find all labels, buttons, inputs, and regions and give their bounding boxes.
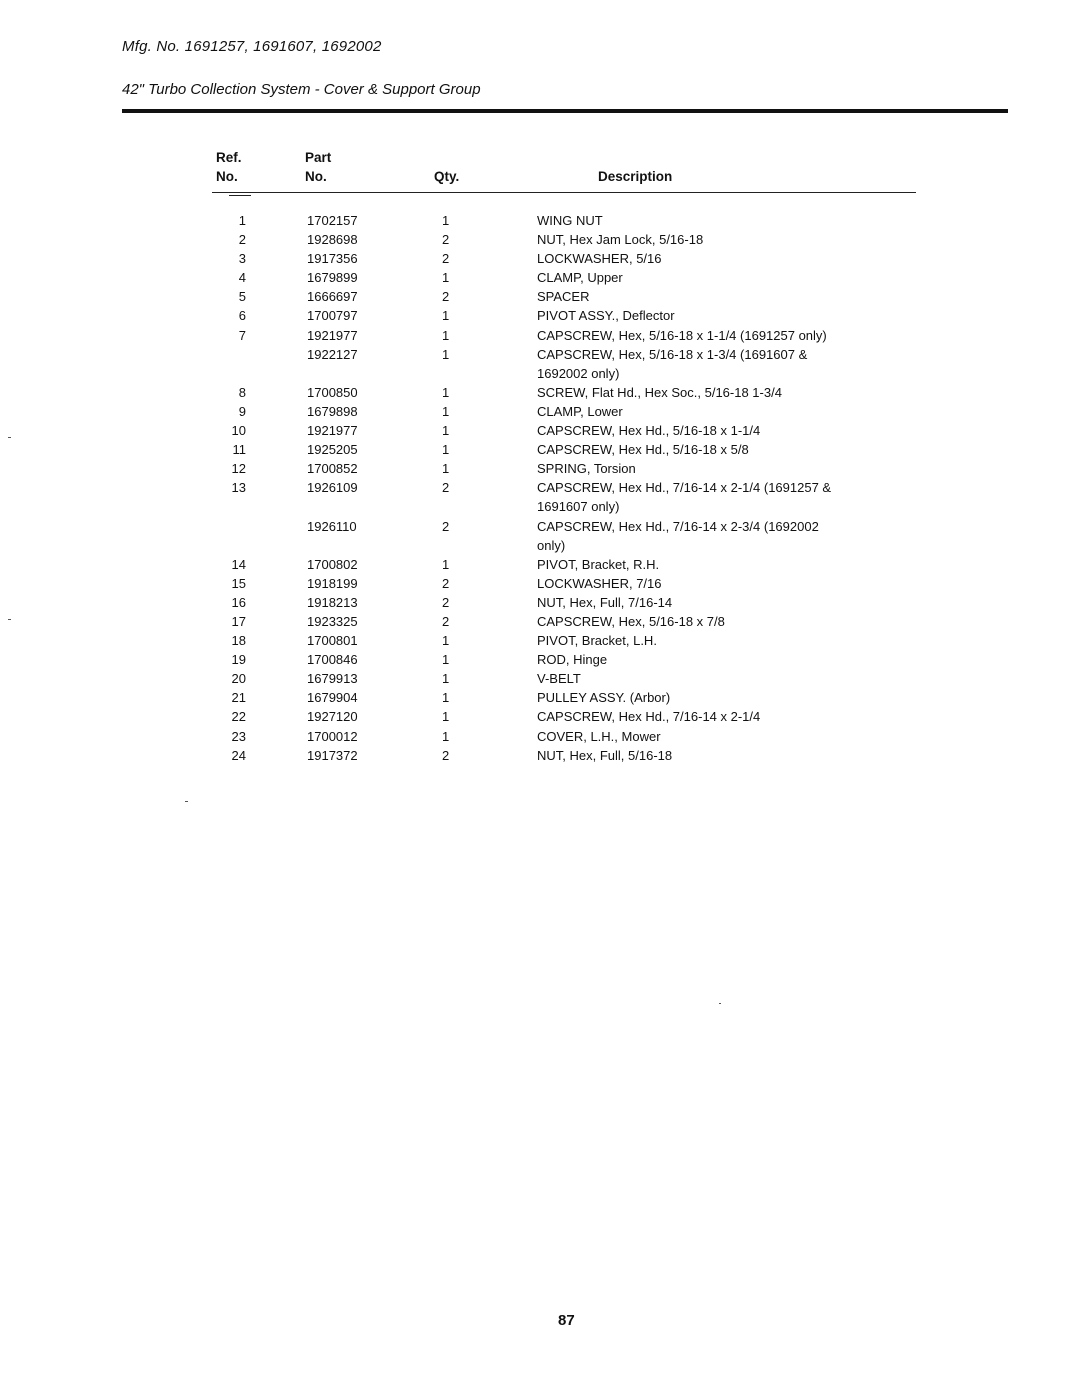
table-row [0,402,1080,421]
part-no-cell: 1927120 [307,709,358,725]
table-row [0,669,1080,688]
scan-speck [8,437,11,438]
ref-no-cell: 8 [238,384,246,400]
ref-no-cell: 15 [231,575,246,591]
header-underline-mark [229,195,251,196]
part-no-cell: 1700852 [307,461,358,477]
table-row [0,268,1080,287]
part-no-cell: 1922127 [307,346,358,362]
qty-cell: 2 [442,575,450,591]
qty-header: Qty. [434,169,460,184]
table-row [0,517,1080,536]
page-number: 87 [558,1312,575,1329]
description-cell: CAPSCREW, Hex Hd., 5/16-18 x 5/8 [537,442,749,458]
part-no-cell: 1926109 [307,480,358,496]
table-row [0,574,1080,593]
ref-no-cell: 6 [238,308,246,324]
ref-no-cell: 16 [231,594,246,610]
ref-no-cell: 14 [231,556,246,572]
description-cell: CLAMP, Upper [537,270,623,286]
ref-no-cell: 12 [231,461,246,477]
table-row [0,345,1080,364]
part-no-header [305,148,331,186]
ref-no-header [216,148,242,186]
table-row [0,593,1080,612]
qty-cell: 2 [442,747,450,763]
qty-cell: 1 [442,556,450,572]
description-cell: CAPSCREW, Hex Hd., 7/16-14 x 2-1/4 (1691257 & [537,480,832,496]
part-no-cell: 1926110 [307,518,357,534]
part-no-cell: 1679898 [307,403,358,419]
part-no-cell: 1700850 [307,384,358,400]
description-cell: 1691607 only) [537,499,620,515]
table-row [0,383,1080,402]
table-row [0,612,1080,631]
ref-no-cell: 9 [238,403,246,419]
table-row [0,326,1080,345]
description-cell: LOCKWASHER, 5/16 [537,251,662,267]
ref-no-cell: 7 [238,327,246,343]
description-cell: CAPSCREW, Hex, 5/16-18 x 1-1/4 (1691257 only) [537,327,827,343]
description-cell: PIVOT, Bracket, R.H. [537,556,660,572]
part-no-cell: 1679904 [307,690,358,706]
ref-no-cell: 24 [231,747,246,763]
part-no-cell: 1666697 [307,289,358,305]
description-cell: CAPSCREW, Hex Hd., 7/16-14 x 2-3/4 (1692002 [537,518,819,534]
heading-rule [122,109,1008,113]
qty-cell: 2 [442,480,450,496]
description-cell: CAPSCREW, Hex, 5/16-18 x 7/8 [537,613,725,629]
table-row [0,230,1080,249]
model-numbers-heading: Mfg. No. 1691257, 1691607, 1692002 [122,38,382,55]
qty-cell: 1 [442,308,450,324]
qty-cell: 1 [442,728,450,744]
qty-cell: 2 [442,289,450,305]
table-row [0,536,1080,555]
part-no-cell: 1923325 [307,613,358,629]
qty-cell: 1 [442,270,450,286]
description-cell: COVER, L.H., Mower [537,728,661,744]
qty-cell: 1 [442,633,450,649]
table-row [0,555,1080,574]
table-row [0,707,1080,726]
ref-no-cell: 23 [231,728,246,744]
table-row [0,650,1080,669]
table-row [0,688,1080,707]
part-header-line1: Part [305,150,332,165]
qty-cell: 2 [442,594,450,610]
description-cell: V-BELT [537,671,581,687]
scan-speck [8,619,11,620]
qty-cell: 2 [442,251,450,267]
qty-cell: 1 [442,709,450,725]
part-no-cell: 1917356 [307,251,358,267]
scan-speck [719,1003,721,1004]
description-cell: PIVOT, Bracket, L.H. [537,633,657,649]
ref-no-cell: 4 [238,270,246,286]
description-cell: 1692002 only) [537,365,620,381]
qty-cell: 1 [442,403,450,419]
part-no-cell: 1917372 [307,747,358,763]
ref-no-cell: 20 [231,671,246,687]
ref-no-cell: 11 [232,442,246,458]
description-cell: CAPSCREW, Hex, 5/16-18 x 1-3/4 (1691607 & [537,346,808,362]
ref-no-cell: 5 [238,289,246,305]
description-cell: only) [537,537,566,553]
ref-no-cell: 13 [231,480,246,496]
qty-cell: 1 [442,652,450,668]
description-cell: NUT, Hex, Full, 5/16-18 [537,747,673,763]
qty-cell: 1 [442,384,450,400]
table-row [0,306,1080,325]
description-cell: WING NUT [537,213,603,228]
table-row [0,497,1080,516]
qty-cell: 1 [442,213,450,228]
part-no-cell: 1700846 [307,652,358,668]
part-no-cell: 1925205 [307,442,358,458]
description-cell: PULLEY ASSY. (Arbor) [537,690,671,706]
table-row [0,364,1080,383]
ref-no-cell: 21 [231,690,246,706]
description-cell: NUT, Hex, Full, 7/16-14 [537,594,673,610]
qty-cell: 1 [442,346,450,362]
description-cell: CAPSCREW, Hex Hd., 7/16-14 x 2-1/4 [537,709,761,725]
ref-no-cell: 19 [231,652,246,668]
qty-cell: 2 [442,613,450,629]
part-no-cell: 1679913 [307,671,358,687]
section-title: 42" Turbo Collection System - Cover & Support Group [122,81,481,98]
qty-cell: 2 [442,518,450,534]
ref-no-cell: 3 [238,251,246,267]
ref-no-cell: 1 [238,213,246,228]
table-row [0,631,1080,650]
description-cell: CLAMP, Lower [537,403,623,419]
table-row [0,249,1080,268]
parts-table [0,211,1080,765]
table-row [0,287,1080,306]
ref-header-line2: No. [216,169,238,184]
description-cell: ROD, Hinge [537,652,608,668]
description-cell: LOCKWASHER, 7/16 [537,575,662,591]
qty-cell: 1 [442,327,450,343]
ref-no-cell: 22 [231,709,246,725]
part-no-cell: 1700797 [307,308,358,324]
qty-cell: 2 [442,232,450,248]
table-row [0,421,1080,440]
qty-cell: 1 [442,423,450,439]
table-row [0,459,1080,478]
description-cell: SPACER [537,289,590,305]
header-rule [212,192,916,193]
part-no-cell: 1918213 [307,594,358,610]
ref-no-cell: 18 [231,633,246,649]
ref-no-cell: 2 [238,232,246,248]
description-cell: CAPSCREW, Hex Hd., 5/16-18 x 1-1/4 [537,423,761,439]
part-no-cell: 1918199 [307,575,358,591]
part-no-cell: 1702157 [307,213,358,228]
part-no-cell: 1921977 [307,423,358,439]
part-no-cell: 1928698 [307,232,358,248]
table-row [0,440,1080,459]
qty-cell: 1 [442,442,450,458]
table-row [0,746,1080,765]
part-no-cell: 1700801 [307,633,358,649]
description-cell: SPRING, Torsion [537,461,636,477]
table-row [0,211,1080,230]
part-no-cell: 1921977 [307,327,358,343]
table-row [0,727,1080,746]
description-cell: NUT, Hex Jam Lock, 5/16-18 [537,232,704,248]
qty-cell: 1 [442,690,450,706]
ref-header-line1: Ref. [216,150,242,165]
qty-cell: 1 [442,461,450,477]
part-no-cell: 1700802 [307,556,358,572]
part-header-line2: No. [305,169,327,184]
description-cell: PIVOT ASSY., Deflector [537,308,675,324]
part-no-cell: 1679899 [307,270,358,286]
description-cell: SCREW, Flat Hd., Hex Soc., 5/16-18 1-3/4 [537,384,782,400]
ref-no-cell: 17 [231,613,246,629]
ref-no-cell: 10 [231,423,246,439]
table-row [0,478,1080,497]
scan-speck [185,801,188,802]
part-no-cell: 1700012 [307,728,358,744]
description-header: Description [598,169,673,184]
qty-cell: 1 [442,671,450,687]
